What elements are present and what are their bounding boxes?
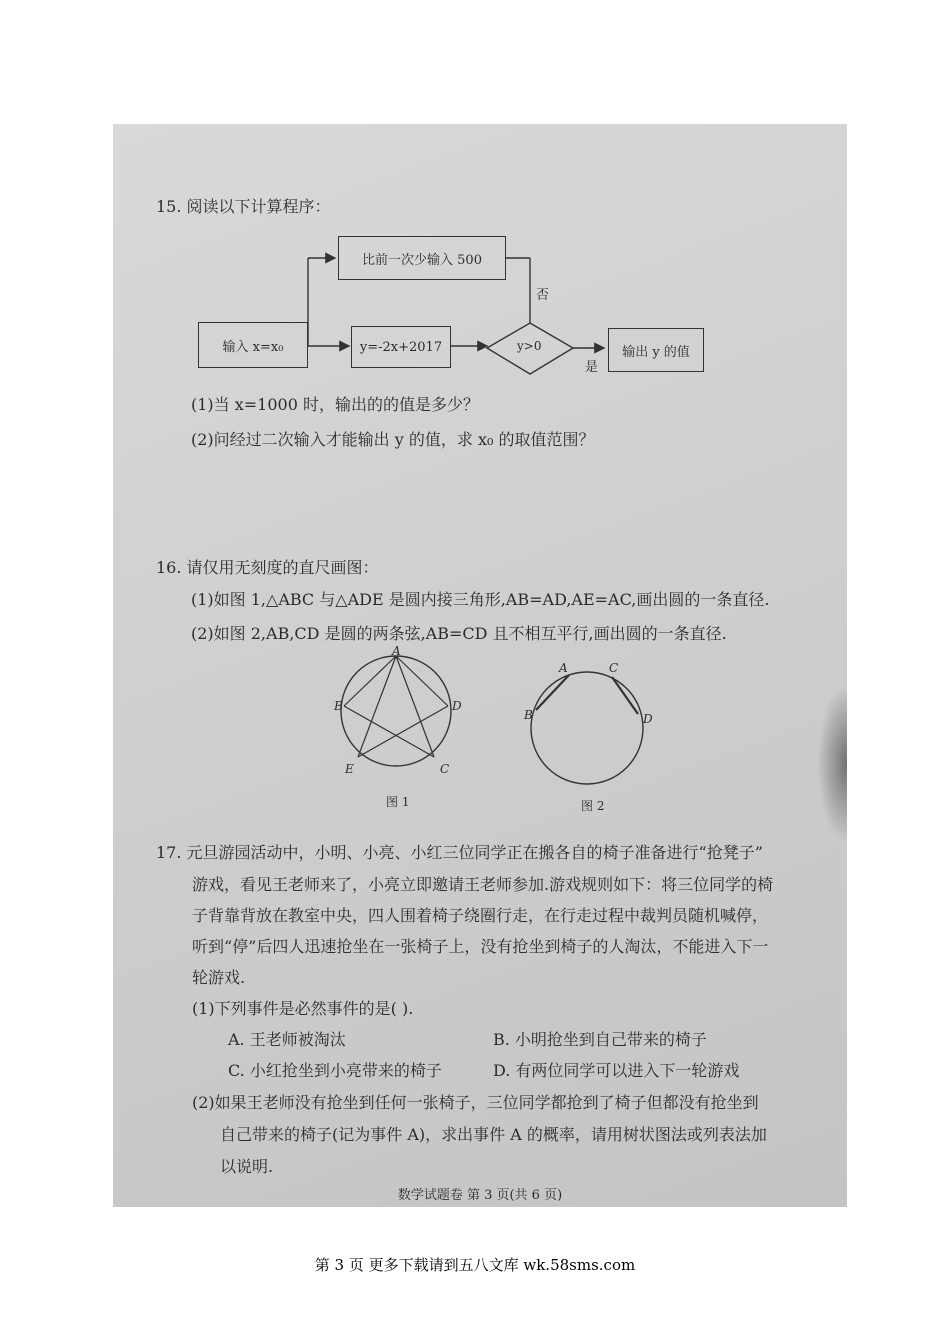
q17-sub2-line2: 自己带来的椅子(记为事件 A)，求出事件 A 的概率，请用树状图法或列表法加 xyxy=(220,1125,767,1144)
q17-sub1: (1)下列事件是必然事件的是( ). xyxy=(192,999,414,1018)
scanned-page-photo xyxy=(113,124,847,1207)
q17-line1: 17. 元旦游园活动中，小明、小亮、小红三位同学正在搬各自的椅子准备进行“抢凳子” xyxy=(156,843,763,862)
q16-sub1: (1)如图 1,△ABC 与△ADE 是圆内接三角形,AB=AD,AE=AC,画出圆的一条直径. xyxy=(191,590,770,609)
fig2-label-A: A xyxy=(559,661,568,675)
flow-condition-label: y>0 xyxy=(517,339,542,353)
fig1-circle xyxy=(341,656,451,766)
flow-formula-box: y=-2x+2017 xyxy=(351,326,451,368)
q15-sub2: (2)问经过二次输入才能输出 y 的值，求 x₀ 的取值范围？ xyxy=(191,430,595,449)
q16-figures xyxy=(113,644,847,824)
q15-title: 15. 阅读以下计算程序： xyxy=(156,197,331,216)
q17-sub2-line1: (2)如果王老师没有抢坐到任何一张椅子，三位同学都抢到了椅子但都没有抢坐到 xyxy=(192,1093,759,1112)
q17-line5: 轮游戏. xyxy=(192,968,246,987)
fig1-caption: 图 1 xyxy=(386,795,410,809)
q17-option-b: B. 小明抢坐到自己带来的椅子 xyxy=(493,1030,707,1049)
flow-loop-box: 比前一次少输入 500 xyxy=(338,236,506,280)
q17-line3: 子背靠背放在教室中央，四人围着椅子绕圈行走，在行走过程中裁判员随机喊停， xyxy=(192,906,769,925)
q16-title: 16. 请仅用无刻度的直尺画图： xyxy=(156,558,379,577)
fig1-label-C: C xyxy=(440,762,450,776)
q16-sub2: (2)如图 2,AB,CD 是圆的两条弦,AB=CD 且不相互平行,画出圆的一条直径. xyxy=(191,624,727,643)
q15-flowchart xyxy=(113,124,847,424)
flow-output-box: 输出 y 的值 xyxy=(608,328,704,372)
q17-option-a: A. 王老师被淘汰 xyxy=(228,1030,346,1049)
fig1-label-E: E xyxy=(345,762,354,776)
fig1-chord-AC xyxy=(396,656,434,757)
fig1-chord-AE xyxy=(358,656,396,757)
page-number: 数学试题卷 第 3 页(共 6 页) xyxy=(397,1188,563,1203)
fig1-label-D: D xyxy=(452,699,462,713)
q17-line2: 游戏，看见王老师来了，小亮立即邀请王老师参加.游戏规则如下：将三位同学的椅 xyxy=(192,875,774,894)
flow-yes-label: 是 xyxy=(585,360,599,375)
q17-option-d: D. 有两位同学可以进入下一轮游戏 xyxy=(493,1061,740,1080)
fig1-chord-AB xyxy=(344,656,396,706)
fig1-label-A: A xyxy=(392,644,401,658)
fig1-label-B: B xyxy=(334,699,343,713)
fig2-circle xyxy=(531,672,643,784)
q17-option-c: C. 小红抢坐到小亮带来的椅子 xyxy=(228,1061,442,1080)
fig2-chord-CD xyxy=(612,677,638,714)
fig2-label-C: C xyxy=(609,661,619,675)
q17-line4: 听到“停”后四人迅速抢坐在一张椅子上，没有抢坐到椅子的人淘汰，不能进入下一 xyxy=(192,937,769,956)
flow-input-box: 输入 x=x₀ xyxy=(198,322,308,368)
fig2-label-B: B xyxy=(524,708,533,722)
fig2-chord-AB xyxy=(536,675,569,710)
fig2-label-D: D xyxy=(643,712,653,726)
q15-sub1: (1)当 x=1000 时，输出的的值是多少？ xyxy=(191,395,479,414)
fig1-chord-AD xyxy=(396,656,448,706)
fig2-caption: 图 2 xyxy=(581,799,605,813)
flow-no-label: 否 xyxy=(536,288,550,303)
q17-sub2-line3: 以说明. xyxy=(220,1157,274,1176)
page-footer: 第 3 页 更多下载请到五八文库 wk.58sms.com xyxy=(314,1256,636,1274)
